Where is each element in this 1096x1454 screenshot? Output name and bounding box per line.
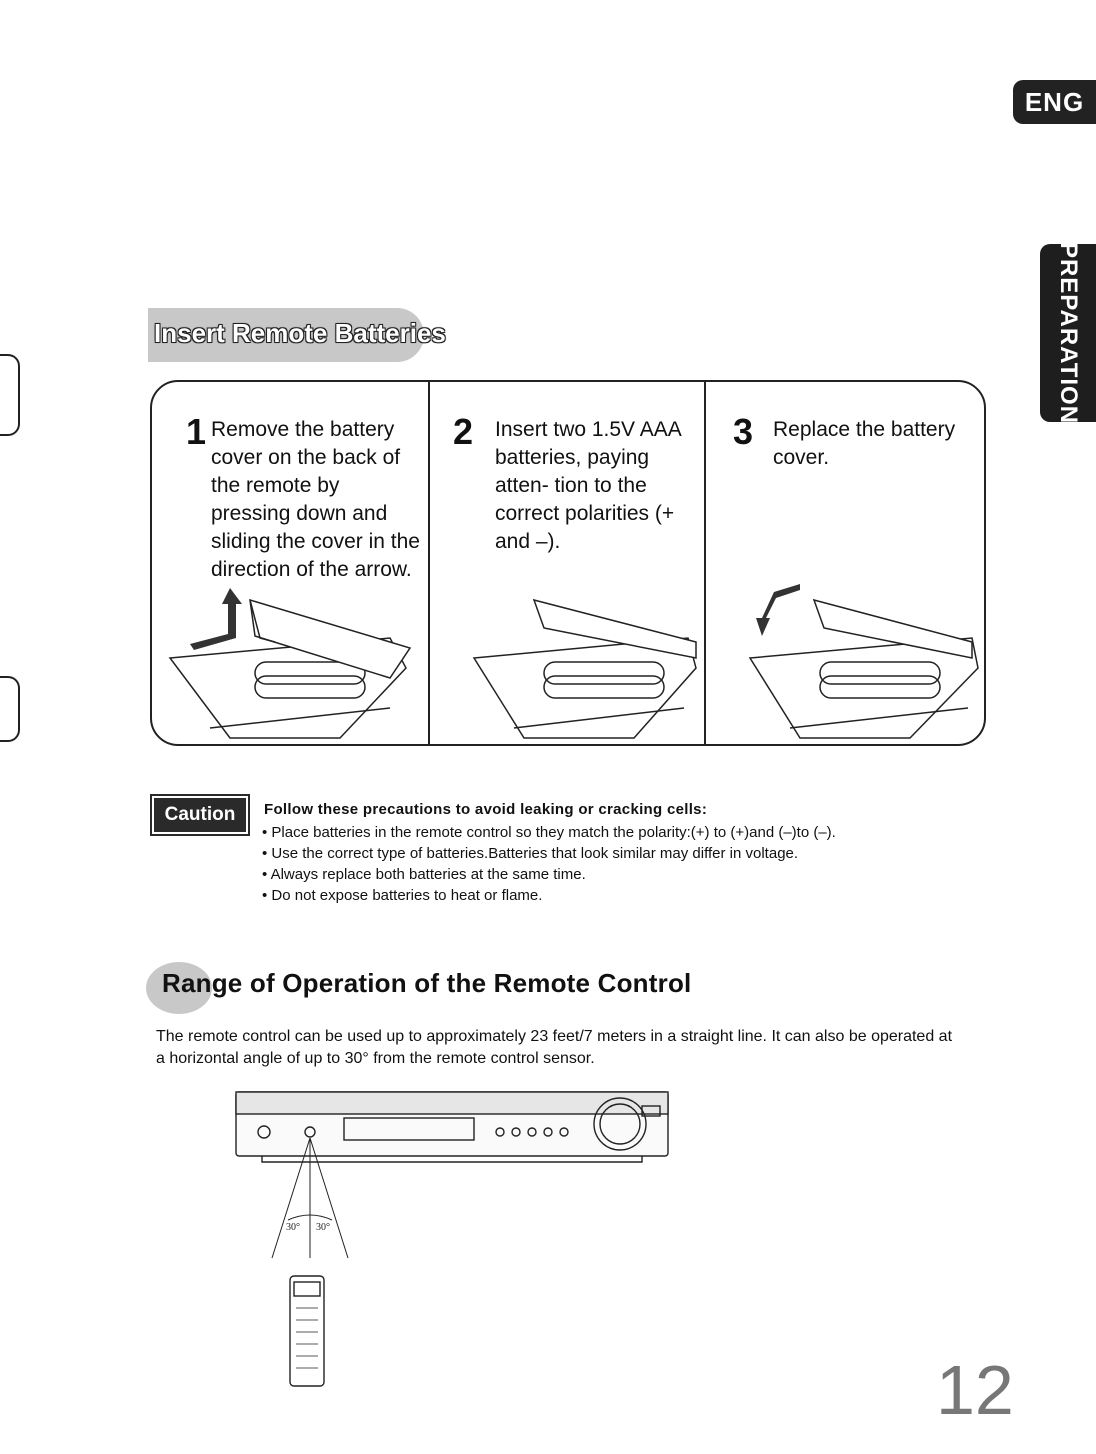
insert-batteries-illustration	[434, 578, 700, 742]
caution-item: • Always replace both batteries at the same time.	[262, 864, 836, 885]
page-number: 12	[936, 1351, 1014, 1429]
step-number: 1	[186, 411, 207, 452]
step-text: Replace the battery cover.	[773, 418, 956, 469]
step-text: Insert two 1.5V AAA batteries, paying atten- tion to the correct polarities (+ and –).	[495, 418, 681, 553]
step-number: 2	[453, 411, 474, 452]
caution-item: • Do not expose batteries to heat or flame.	[262, 885, 836, 906]
step-text: Remove the battery cover on the back of the remote by pressing down and sliding the cover in the direction of the arrow.	[211, 418, 420, 581]
column-divider	[428, 382, 430, 744]
slide-arrow-icon	[190, 588, 242, 650]
replace-cover-illustration	[710, 578, 980, 742]
angle-left-label: 30°	[286, 1222, 300, 1233]
range-heading: Range of Operation of the Remote Control	[162, 968, 692, 998]
slide-arrow-icon	[756, 584, 800, 636]
caution-item: • Use the correct type of batteries.Batteries that look similar may differ in voltage.	[262, 843, 836, 864]
step-number: 3	[733, 411, 754, 452]
section-tab-label: PREPARATION	[1055, 241, 1082, 425]
caution-badge: Caution	[154, 798, 246, 832]
caution-list	[262, 822, 836, 906]
caution-item: • Place batteries in the remote control so they match the polarity:(+) to (+)and (–)to (–).	[262, 822, 836, 843]
binding-bracket-bottom	[0, 676, 20, 742]
language-tab: ENG	[1013, 80, 1096, 124]
column-divider	[704, 382, 706, 744]
binding-bracket-top	[0, 354, 20, 436]
remove-cover-illustration	[160, 578, 424, 742]
insert-batteries-heading: Insert Remote Batteries	[154, 318, 446, 348]
section-tab	[1040, 241, 1096, 425]
range-description: The remote control can be used up to approximately 23 feet/7 meters in a straight line. It can also be operated at a horizontal angle of up to 30° from the remote control sensor.	[156, 1028, 953, 1067]
angle-right-label: 30°	[316, 1222, 330, 1233]
range-illustration	[232, 1088, 672, 1398]
caution-title: Follow these precautions to avoid leaking or cracking cells:	[264, 801, 708, 818]
